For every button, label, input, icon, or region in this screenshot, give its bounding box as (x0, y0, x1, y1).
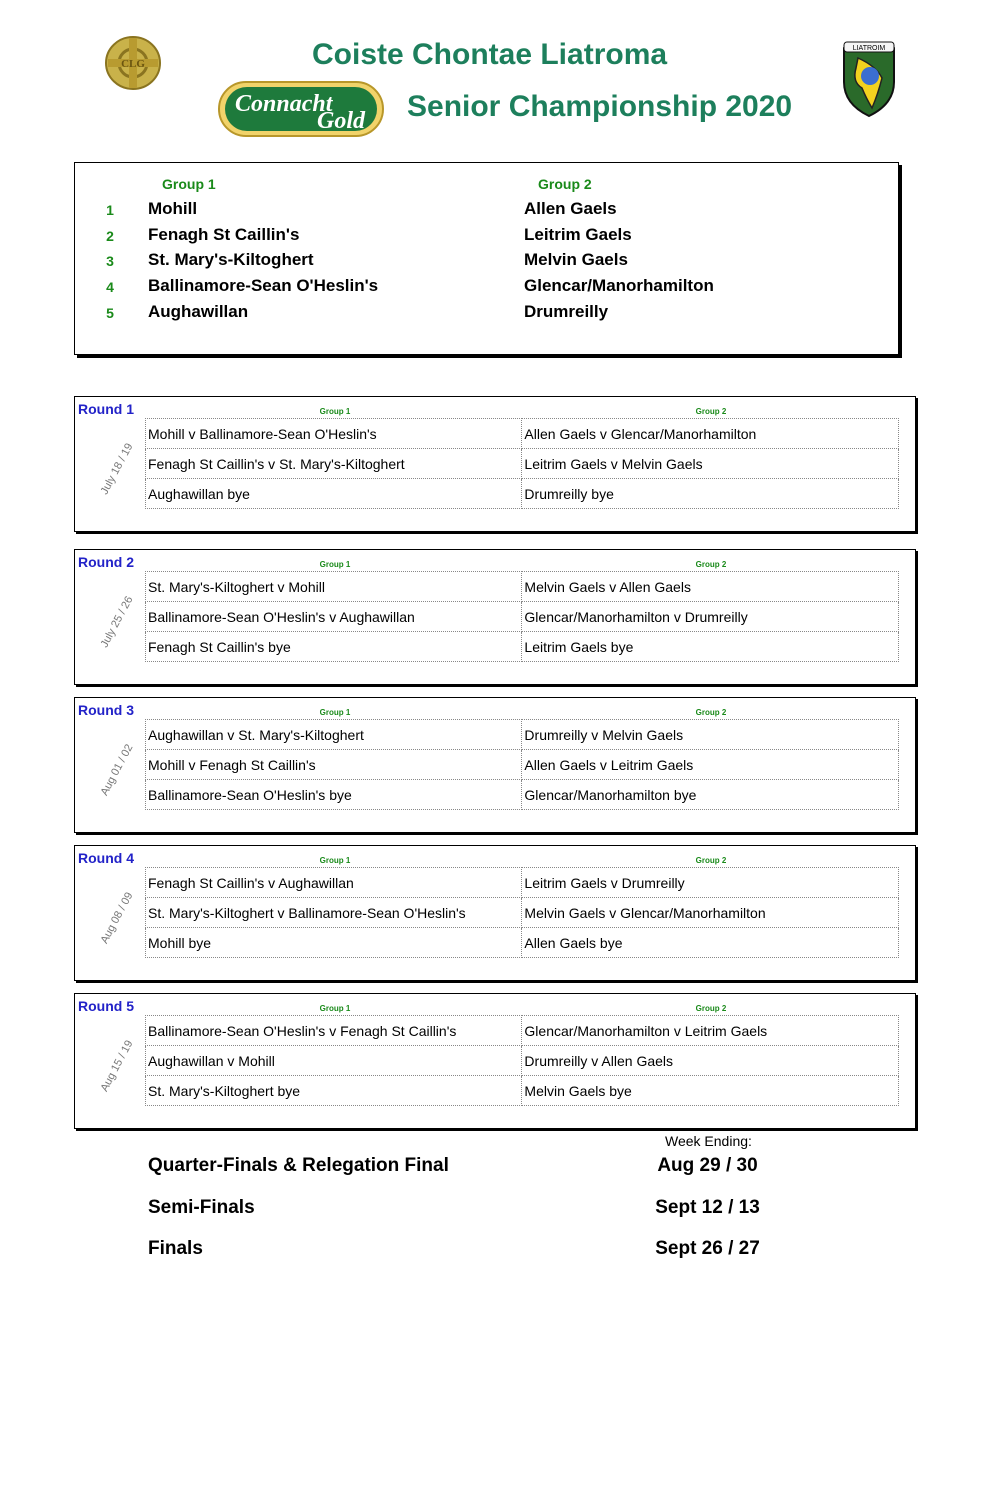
fixture-group2: Glencar/Manorhamilton bye (522, 780, 899, 810)
knockout-stage-date: Sept 26 / 27 (655, 1238, 760, 1259)
round-date: July 18 / 19 (98, 441, 136, 497)
group2-heading: Group 2 (538, 176, 592, 192)
gaa-logo (103, 34, 163, 92)
fixture-group2: Leitrim Gaels bye (522, 632, 899, 662)
fixture-group2: Glencar/Manorhamilton v Leitrim Gaels (522, 1016, 899, 1046)
group1-heading: Group 1 (162, 176, 216, 192)
group1-subheading: Group 1 (319, 1004, 351, 1013)
fixture-group2: Leitrim Gaels v Drumreilly (522, 868, 899, 898)
group2-team: Glencar/Manorhamilton (524, 276, 714, 295)
table-row (146, 720, 899, 750)
group-row-num: 3 (106, 253, 114, 269)
leitrim-crest-logo (838, 38, 900, 118)
round-label: Round 4 (78, 850, 134, 866)
table-row (146, 449, 899, 479)
fixture-group1: Ballinamore-Sean O'Heslin's bye (146, 780, 522, 810)
connacht-gold-logo (217, 80, 385, 138)
knockout-stage-label: Semi-Finals (148, 1197, 255, 1218)
table-row (146, 479, 899, 509)
fixture-group2: Drumreilly v Melvin Gaels (522, 720, 899, 750)
round-date: Aug 08 / 09 (98, 890, 136, 946)
fixtures-table (145, 719, 899, 810)
group1-subheading: Group 1 (319, 856, 351, 865)
knockout-stage-date: Sept 12 / 13 (655, 1197, 760, 1218)
round-2-panel (74, 549, 916, 685)
group-row-num: 5 (106, 305, 114, 321)
group2-team: Allen Gaels (524, 199, 617, 218)
fixtures-table (145, 867, 899, 958)
group2-team: Leitrim Gaels (524, 225, 632, 244)
fixture-group2: Drumreilly v Allen Gaels (522, 1046, 899, 1076)
table-row (146, 1016, 899, 1046)
fixture-group2: Allen Gaels v Leitrim Gaels (522, 750, 899, 780)
group1-subheading: Group 1 (319, 407, 351, 416)
fixture-group1: Mohill bye (146, 928, 522, 958)
fixture-group1: Aughawillan v St. Mary's-Kiltoghert (146, 720, 522, 750)
week-ending-label: Week Ending: (665, 1133, 752, 1149)
group2-subheading: Group 2 (695, 856, 727, 865)
group1-subheading: Group 1 (319, 560, 351, 569)
fixture-group1: Fenagh St Caillin's bye (146, 632, 522, 662)
round-4-panel (74, 845, 916, 981)
group1-team: Fenagh St Caillin's (148, 225, 300, 244)
group2-team: Melvin Gaels (524, 250, 628, 269)
round-date: Aug 15 / 19 (98, 1038, 136, 1094)
group-row-num: 4 (106, 279, 114, 295)
group-row-num: 2 (106, 228, 114, 244)
round-label: Round 2 (78, 554, 134, 570)
group2-subheading: Group 2 (695, 560, 727, 569)
fixture-group1: Ballinamore-Sean O'Heslin's v Fenagh St Caillin's (146, 1016, 522, 1046)
table-row (146, 572, 899, 602)
fixtures-table (145, 1015, 899, 1106)
table-row (146, 898, 899, 928)
round-label: Round 3 (78, 702, 134, 718)
fixture-group2: Leitrim Gaels v Melvin Gaels (522, 449, 899, 479)
fixture-group1: St. Mary's-Kiltoghert bye (146, 1076, 522, 1106)
svg-text:Gold: Gold (317, 108, 365, 134)
round-5-panel (74, 993, 916, 1129)
svg-text:Connacht: Connacht (235, 91, 333, 117)
group1-team: Mohill (148, 199, 198, 218)
table-row (146, 750, 899, 780)
table-row (146, 419, 899, 449)
fixture-group1: Mohill v Ballinamore-Sean O'Heslin's (146, 419, 522, 449)
knockout-stage-label: Quarter-Finals & Relegation Final (148, 1155, 449, 1176)
table-row (146, 868, 899, 898)
group1-team: St. Mary's-Kiltoghert (148, 250, 314, 269)
group-row-num: 1 (106, 202, 114, 218)
fixture-group2: Melvin Gaels v Glencar/Manorhamilton (522, 898, 899, 928)
round-label: Round 5 (78, 998, 134, 1014)
svg-text:CLG: CLG (121, 58, 145, 70)
fixture-group2: Allen Gaels bye (522, 928, 899, 958)
table-row (146, 602, 899, 632)
group1-subheading: Group 1 (319, 708, 351, 717)
fixture-group2: Melvin Gaels bye (522, 1076, 899, 1106)
fixture-group1: Aughawillan bye (146, 479, 522, 509)
fixture-group2: Melvin Gaels v Allen Gaels (522, 572, 899, 602)
round-date: Aug 01 / 02 (98, 742, 136, 798)
groups-panel (74, 162, 899, 355)
fixture-group1: Ballinamore-Sean O'Heslin's v Aughawillan (146, 602, 522, 632)
group2-team: Drumreilly (524, 302, 609, 321)
knockout-stage-label: Finals (148, 1238, 203, 1259)
round-1-panel (74, 396, 916, 532)
table-row (146, 928, 899, 958)
table-row (146, 632, 899, 662)
round-label: Round 1 (78, 401, 134, 417)
fixture-group2: Drumreilly bye (522, 479, 899, 509)
fixture-group1: Mohill v Fenagh St Caillin's (146, 750, 522, 780)
round-3-panel (74, 697, 916, 833)
fixture-group1: St. Mary's-Kiltoghert v Ballinamore-Sean O'Heslin's (146, 898, 522, 928)
group2-subheading: Group 2 (695, 407, 727, 416)
page-title-line2: Senior Championship 2020 (407, 90, 793, 123)
page-title-line1: Coiste Chontae Liatroma (312, 38, 668, 71)
svg-text:LIATROIM: LIATROIM (852, 45, 886, 52)
table-row (146, 780, 899, 810)
fixtures-table (145, 571, 899, 662)
fixture-group2: Allen Gaels v Glencar/Manorhamilton (522, 419, 899, 449)
group1-team: Ballinamore-Sean O'Heslin's (148, 276, 379, 295)
fixture-group1: Fenagh St Caillin's v St. Mary's-Kiltoghert (146, 449, 522, 479)
fixture-group1: St. Mary's-Kiltoghert v Mohill (146, 572, 522, 602)
table-row (146, 1046, 899, 1076)
group1-team: Aughawillan (148, 302, 249, 321)
table-row (146, 1076, 899, 1106)
fixture-group1: Fenagh St Caillin's v Aughawillan (146, 868, 522, 898)
fixture-group1: Aughawillan v Mohill (146, 1046, 522, 1076)
group2-subheading: Group 2 (695, 708, 727, 717)
fixture-group2: Glencar/Manorhamilton v Drumreilly (522, 602, 899, 632)
round-date: July 25 / 26 (98, 594, 136, 650)
fixtures-table (145, 418, 899, 509)
group2-subheading: Group 2 (695, 1004, 727, 1013)
knockout-stage-date: Aug 29 / 30 (657, 1155, 758, 1176)
